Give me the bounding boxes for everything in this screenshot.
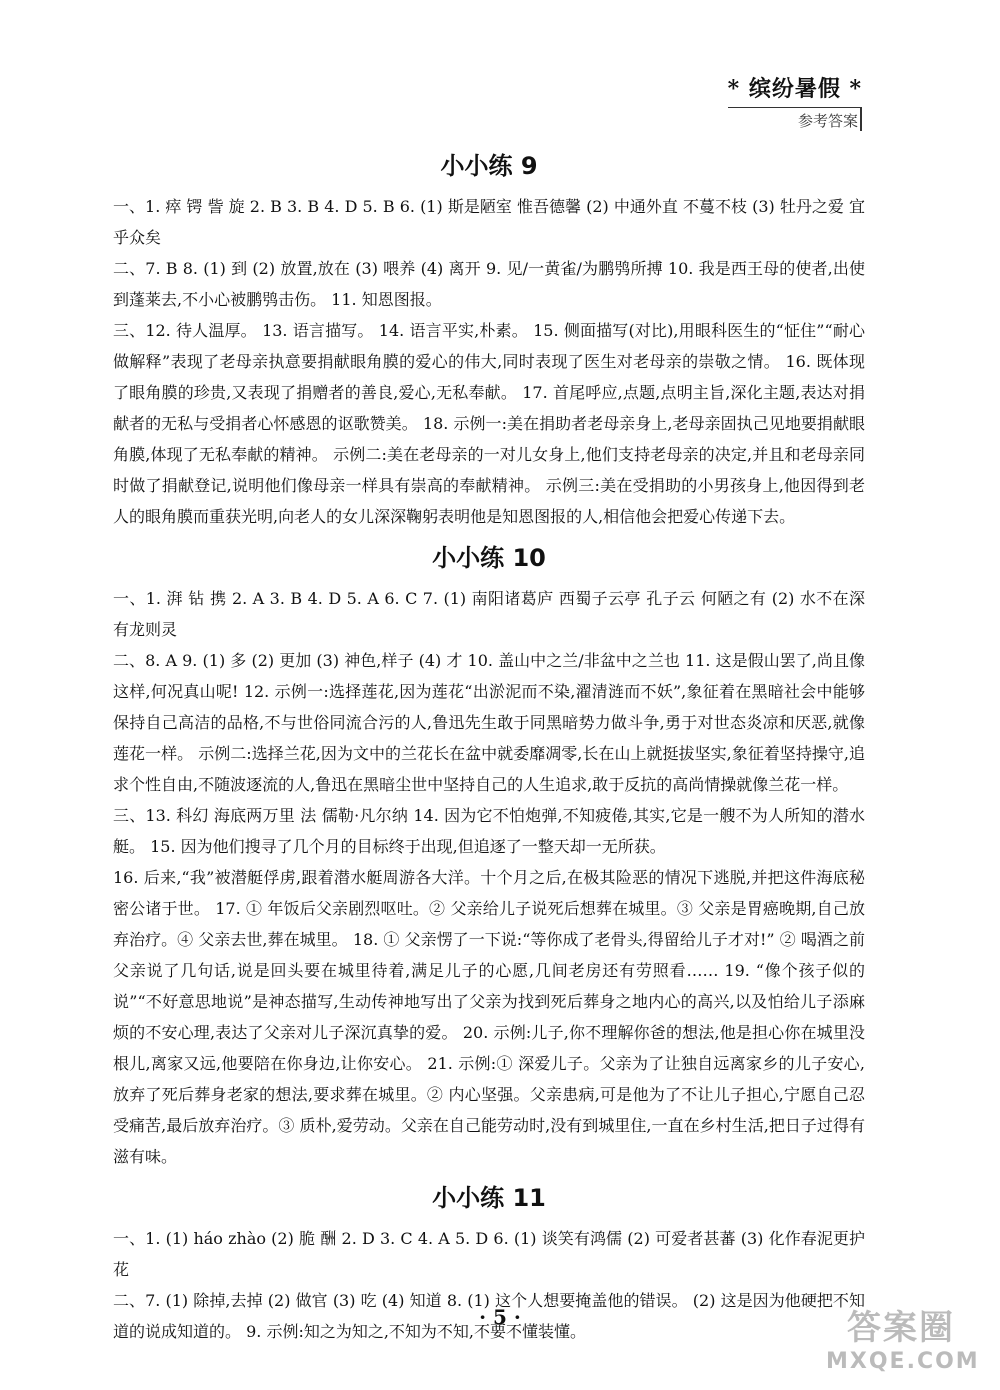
answer-paragraph: 一、1. 湃 钻 携 2. A 3. B 4. D 5. A 6. C 7. (1) 南阳诸葛庐 西蜀子云亭 孔子云 何陋之有 (2) 水不在深 有龙则灵: [113, 589, 865, 639]
section-9: [113, 146, 865, 532]
answer-paragraph: 二、7. B 8. (1) 到 (2) 放置,放在 (3) 喂养 (4) 离开 9. 见/一黄雀/为鹏鸮所搏 10. 我是西王母的使者,出使到蓬莱去,不小心被鹏鸮击伤。 11. 知恩图报。: [113, 259, 865, 309]
section-title: 小小练 11: [432, 1184, 546, 1212]
answer-paragraph: 16. 后来,“我”被潜艇俘虏,跟着潜水艇周游各大洋。十个月之后,在极其险恶的情况下逃脱,并把这件海底秘密公诸于世。 17. ① 年饭后父亲剧烈呕吐。② 父亲给儿子说死后想葬在城里。③ 父亲是胃癌晚期,自己放弃治疗。④ 父亲去世,葬在城里。 18. ① 父亲愣了一下说:“等你成了老骨头,得留给儿子才对!” ② 喝酒之前父亲说了几句话,说是回头要在城里待着,满足儿子的心愿,几间老房还有劳照看…… 19. “像个孩子似的说”“不好意思地说”是神态描写,生动传神地写出了父亲为找到死后葬身之地内心的高兴,以及怕给儿子添麻烦的不安心理,表达了父亲对儿子深沉真挚的爱。 20. 示例:儿子,你不理解你爸的想法,他是担心你在城里没根儿,离家又远,他要陪在你身边,让你安心。 21. 示例:① 深爱儿子。父亲为了让独自远离家乡的儿子安心,放弃了死后葬身老家的想法,要求葬在城里。② 内心坚强。父亲患病,可是他为了不让儿子担心,宁愿自己忍受痛苦,最后放弃治疗。③ 质朴,爱劳动。父亲在自己能劳动时,没有到城里住,一直在乡村生活,把日子过得有滋有味。: [113, 868, 865, 1166]
answer-paragraph: 一、1. (1) háo zhào (2) 脆 酬 2. D 3. C 4. A 5. D 6. (1) 谈笑有鸿儒 (2) 可爱者甚蕃 (3) 化作春泥更护花: [113, 1229, 865, 1279]
header-subtitle: 参考答案: [728, 107, 862, 131]
watermark-url: MXQE.COM: [826, 1349, 980, 1374]
brand-title: * 缤纷暑假 *: [727, 76, 862, 102]
section-title: 小小练 9: [440, 152, 538, 180]
answer-paragraph: 一、1. 瘁 锷 訾 旋 2. B 3. B 4. D 5. B 6. (1) 斯是陋室 惟吾德馨 (2) 中通外直 不蔓不枝 (3) 牡丹之爱 宜乎众矣: [113, 197, 865, 247]
watermark-logo: [826, 1300, 980, 1378]
answer-paragraph: 三、12. 待人温厚。 13. 语言描写。 14. 语言平实,朴素。 15. 侧面描写(对比),用眼科医生的“怔住”“耐心做解释”表现了老母亲执意要捐献眼角膜的爱心的伟大,同时表现了医生对老母亲的崇敬之情。 16. 既体现了眼角膜的珍贵,又表现了捐赠者的善良,爱心,无私奉献。 17. 首尾呼应,点题,点明主旨,深化主题,表达对捐献者的无私与受捐者心怀感恩的讴歌赞美。 18. 示例一:美在捐助者老母亲身上,老母亲固执己见地要捐献眼角膜,体现了无私奉献的精神。 示例二:美在老母亲的一对儿女身上,他们支持老母亲的决定,并且和老母亲同时做了捐献登记,说明他们像母亲一样具有崇高的奉献精神。 示例三:美在受捐助的小男孩身上,他因得到老人的眼角膜而重获光明,向老人的女儿深深鞠躬表明他是知恩图报的人,相信他会把爱心传递下去。: [113, 321, 865, 526]
answer-paragraph: 二、8. A 9. (1) 多 (2) 更加 (3) 神色,样子 (4) 才 10. 盖山中之兰/非盆中之兰也 11. 这是假山罢了,尚且像这样,何况真山呢! 12. 示例一:选择莲花,因为莲花“出淤泥而不染,濯清涟而不妖”,象征着在黑暗社会中能够保持自己高洁的品格,不与世俗同流合污的人,鲁迅先生敢于同黑暗势力做斗争,勇于对世态炎凉和厌恶,就像莲花一样。 示例二:选择兰花,因为文中的兰花长在盆中就委靡凋零,长在山上就挺拔坚实,象征着坚持操守,追求个性自由,不随波逐流的人,鲁迅在黑暗尘世中坚持自己的人生追求,敢于反抗的高尚情操就像兰花一样。: [113, 651, 865, 794]
answer-paragraph: 二、7. (1) 除掉,去掉 (2) 做官 (3) 吃 (4) 知道 8. (1) 这个人想要掩盖他的错误。 (2) 这是因为他硬把不知道的说成知道的。 9. 示例:知之为知之,不知为不知,不要不懂装懂。: [113, 1291, 865, 1341]
answer-paragraph: 三、13. 科幻 海底两万里 法 儒勒·凡尔纳 14. 因为它不怕炮弹,不知疲倦,其实,它是一艘不为人所知的潜水艇。 15. 因为他们搜寻了几个月的目标终于出现,但追逐了一整天却一无所获。: [113, 806, 865, 856]
page-header: [728, 72, 862, 131]
section-10: [113, 538, 865, 1172]
answer-content: [113, 140, 865, 1347]
page-number: · 5 ·: [479, 1305, 521, 1329]
watermark-text: 答案圈: [847, 1308, 955, 1348]
section-title: 小小练 10: [432, 544, 546, 572]
